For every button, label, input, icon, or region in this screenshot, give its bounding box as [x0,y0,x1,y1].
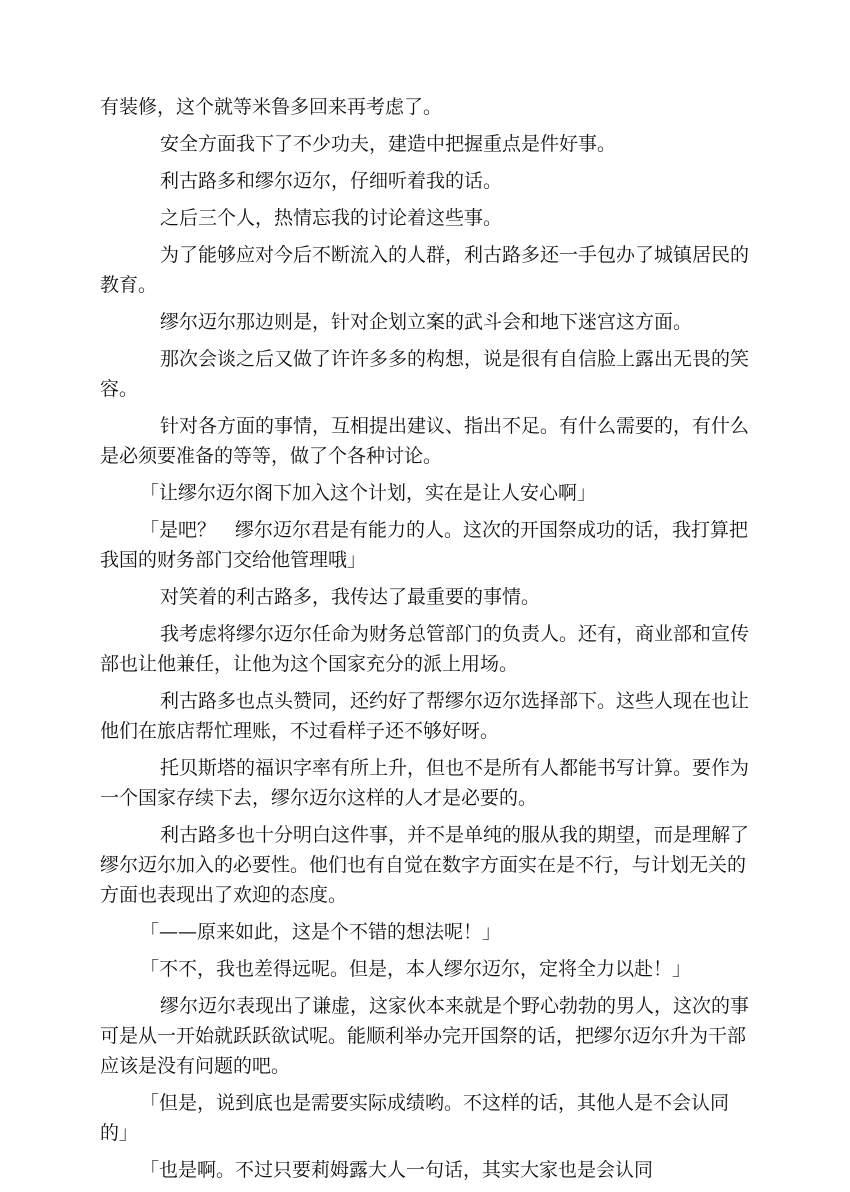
paragraph: 托贝斯塔的福识字率有所上升，但也不是所有人都能书写计算。要作为一个国家存续下去，缪尔迈尔这样的人才是必要的。 [100,757,750,809]
dialogue-paragraph: 「是吧？ 缪尔迈尔君是有能力的人。这次的开国祭成功的话，我打算把我国的财务部门交给他管理哦」 [100,519,749,571]
paragraph: 利古路多也十分明白这件事，并不是单纯的服从我的期望，而是理解了缪尔迈尔加入的必要性。他们也有自觉在数字方面实在是不行，与计划无关的方面也表现出了欢迎的态度。 [100,824,750,906]
paragraph: 针对各方面的事情，互相提出建议、指出不足。有什么需要的，有什么是必须要准备的等等，做了个各种讨论。 [100,415,750,467]
paragraph: 利古路多也点头赞同，还约好了帮缪尔迈尔选择部下。这些人现在也让他们在旅店帮忙理账，不过看样子还不够好呀。 [100,690,750,742]
dialogue-paragraph: 「但是，说到底也是需要实际成绩哟。不这样的话，其他人是不会认同的」 [100,1092,730,1144]
paragraph: 对笑着的利古路多，我传达了最重要的事情。 [160,586,541,608]
dialogue-paragraph: 「也是啊。不过只要莉姆露大人一句话，其实大家也是会认同 [140,1159,654,1181]
paragraph: 我考虑将缪尔迈尔任命为财务总管部门的负责人。还有，商业部和宣传部也让他兼任，让他为这个国家充分的派上用场。 [100,623,750,675]
dialogue-paragraph: 「——原来如此，这是个不错的想法呢！」 [140,921,502,943]
paragraph: 之后三个人，热情忘我的讨论着这些事。 [160,207,503,229]
paragraph: 缪尔迈尔那边则是，针对企划立案的武斗会和地下迷宫这方面。 [160,311,693,333]
paragraph: 安全方面我下了不少功夫，建造中把握重点是件好事。 [160,133,617,155]
paragraph: 有装修，这个就等米鲁多回来再考虑了。 [100,96,443,118]
body-text [100,92,750,1192]
paragraph: 那次会谈之后又做了许许多多的构想，说是很有自信脸上露出无畏的笑容。 [100,348,750,400]
dialogue-paragraph: 「让缪尔迈尔阁下加入这个计划，实在是让人安心啊」 [140,482,597,504]
paragraph: 缪尔迈尔表现出了谦虚，这家伙本来就是个野心勃勃的男人，这次的事可是从一开始就跃跃欲试呢。能顺利举办完开国祭的话，把缪尔迈尔升为干部应该是没有问题的吧。 [100,995,750,1077]
paragraph: 利古路多和缪尔迈尔，仔细听着我的话。 [160,170,503,192]
paragraph: 为了能够应对今后不断流入的人群，利古路多还一手包办了城镇居民的教育。 [100,244,750,296]
dialogue-paragraph: 「不不，我也差得远呢。但是，本人缪尔迈尔，定将全力以赴！」 [140,958,692,980]
